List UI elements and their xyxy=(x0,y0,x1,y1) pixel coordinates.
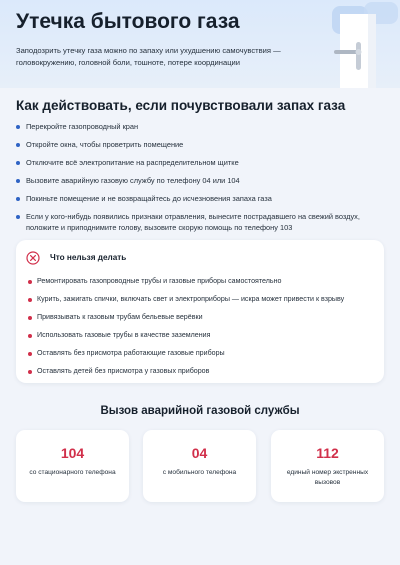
list-item xyxy=(28,348,378,359)
list-item xyxy=(16,193,388,204)
list-item xyxy=(28,312,378,323)
dont-text: Оставлять без присмотра работающие газовые приборы xyxy=(37,349,225,357)
dont-text: Оставлять детей без присмотра у газовых приборов xyxy=(37,367,210,375)
action-text: Перекройте газопроводный кран xyxy=(26,122,139,131)
list-item xyxy=(28,294,378,305)
action-text: Если у кого-нибудь появились признаки отравления, вынесите пострадавшего на свежий воздух, положите и приподнимите голову, вызовите скорую помощь по телефону 103 xyxy=(26,212,360,232)
phone-description: единый номер экстренных вызовов xyxy=(286,469,369,486)
list-item xyxy=(16,121,388,132)
phone-card-emergency xyxy=(271,430,384,502)
phone-description: со стационарного телефона xyxy=(29,469,116,476)
phone-number: 112 xyxy=(316,445,339,461)
list-item xyxy=(28,330,378,341)
phone-number: 04 xyxy=(191,445,208,461)
bullet-icon xyxy=(28,280,32,284)
bullet-icon xyxy=(16,161,20,165)
bullet-icon xyxy=(28,370,32,374)
bullet-icon xyxy=(16,125,20,129)
phone-card-mobile xyxy=(143,430,256,502)
actions-title: Как действовать, если почувствовали запах газа xyxy=(16,98,346,113)
list-item xyxy=(28,276,378,287)
action-text: Отключите всё электропитание на распределительном щитке xyxy=(26,158,239,167)
donts-card xyxy=(16,240,384,383)
emergency-title: Вызов аварийной газовой службы xyxy=(100,405,300,417)
bullet-icon xyxy=(16,215,20,219)
bullet-icon xyxy=(28,334,32,338)
prohibited-x-icon xyxy=(26,251,40,265)
phone-description: с мобильного телефона xyxy=(162,469,237,476)
bullet-icon xyxy=(16,179,20,183)
page-title: Утечка бытового газа xyxy=(16,10,240,33)
action-text: Покиньте помещение и не возвращайтесь до исчезновения запаха газа xyxy=(26,194,272,203)
donts-list xyxy=(28,276,378,384)
phone-card-landline xyxy=(16,430,129,502)
list-item xyxy=(16,157,388,168)
dont-text: Привязывать к газовым трубам бельевые верёвки xyxy=(37,313,203,321)
donts-title: Что нельзя делать xyxy=(50,253,127,262)
list-item xyxy=(28,366,378,377)
dont-text: Использовать газовые трубы в качестве заземления xyxy=(37,331,211,339)
dont-text: Ремонтировать газопроводные трубы и газовые приборы самостоятельно xyxy=(37,277,282,285)
action-text: Вызовите аварийную газовую службу по телефону 04 или 104 xyxy=(26,176,240,185)
action-text: Откройте окна, чтобы проветрить помещение xyxy=(26,140,184,149)
list-item xyxy=(16,211,388,233)
door-handle-illustration xyxy=(318,0,400,88)
actions-list xyxy=(16,121,388,240)
dont-text: Курить, зажигать спички, включать свет и электроприборы — искра может привести к взрыву xyxy=(37,295,345,303)
bullet-icon xyxy=(28,298,32,302)
bullet-icon xyxy=(28,352,32,356)
bullet-icon xyxy=(16,197,20,201)
page-subtitle: Заподозрить утечку газа можно по запаху или ухудшению самочувствия — головокружению, головной боли, тошноте, потере координации xyxy=(16,46,281,67)
header xyxy=(0,0,400,88)
bullet-icon xyxy=(16,143,20,147)
list-item xyxy=(16,175,388,186)
list-item xyxy=(16,139,388,150)
phone-number: 104 xyxy=(60,445,85,461)
bullet-icon xyxy=(28,316,32,320)
